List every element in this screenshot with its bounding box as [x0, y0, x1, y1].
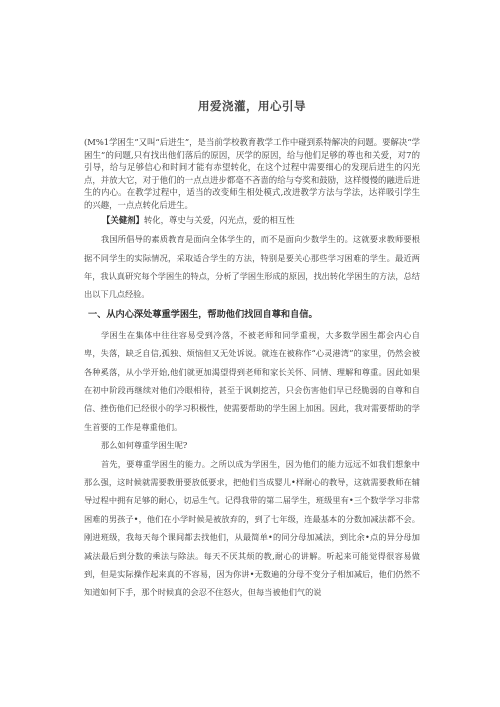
section-heading: 一、从内心深处尊重学困生，帮助他们找回自尊和自信。 [88, 308, 318, 320]
abstract-paragraph: (M%1学困生”又叫“后进生”，是当前学校教育教学工作中碰到系特解决的问题。要解决“学困生”的问题,只有找出他们落后的原因，厌学的原因，给与他们足够的尊也和关爱，对7的引导，给与足够信心和时间才能有赤望转化，在这个过程中需要细心的发现后进生的闪光点，并放大它，对于他们的一点点进步都毫不吝啬的给与夸奖和鼓励，这样慢慢的融进后进生的内心。在教学过程中，适当的改变师生相处模式,改进教学方法与学法，达祥吸引学生的兴趣，一点点转化后进生。 [84, 137, 420, 210]
section-paragraph: 学困生在集体中往往容易受到冷落，不被老师和同学重视，大多数学困生都会内心自卑，失落，缺乏自信,孤独、烦恼但又无处诉说。就连在被称作“心灵港湾”的家里，仍然会被各种奚落，从小学开始,他们就更加渴望得到老师和家长关怀、同情、理解和尊重。因此如果在初中阶段再继续对他们冷眼相待，甚至于讽刺挖苦，只会伤害他们早已经脆弱的自尊和自信、挫伤他们已经很小的学习积极性，使需要帮助的学生困上加困。因此，我对需要帮助的学生首要的工作是尊重他们。 [84, 329, 420, 432]
document-title: 用爱浇灌，用心引导 [198, 99, 306, 113]
body-paragraph: 首先，要尊重学困生的能力。之所以成为学困生，因为他们的能力远远不如我们想象中那么强，这时候就需要教册要放低要求，把他们当成婴儿•样耐心的教导，这就需要教师在辅导过程中拥有足够的耐心，切忌生气。记得我带的第二届学生，班级里有•三个数学学习非常困难的男孩子•，他们在小学时候是被放弃的，到了七年级，连最基本的分数加减法都不会。刚进班级，我每天每个课间都去找他们，从最简单•的同分母加减法，到比余•点的异分母加减法最后到分数的乘法与除法。每天不厌其烦的教,耐心的讲解。听起来可能觉得很容易做到，但是实际操作起来真的不容易，因为你讲•无数遍的分母不变分子相加减后，他们仍然不知道如何下手，那个时候真的会忍不住怒火，但每当被他们气的说 [84, 458, 420, 598]
intro-paragraph: 我国所倡导的素质教育是面向全体学生的，而不是面向少数学生的。这就要求教师要根据不同学生的实际情况，采取适合学生的方法，特别是要关心那些学习困难的学生。最近两年，我认真研究每个学困生的特点，分析了学困生形成的原因，找出转化学困生的方法，总结出以下几点经验。 [84, 234, 420, 300]
question-line: 那么如何尊重学困生呢? [101, 440, 188, 451]
keywords-line [84, 214, 420, 227]
keywords-text: 转化，尊史与关爱，闪光点，爱的相互性 [143, 214, 295, 225]
keywords-label: 【关健剂】 [102, 214, 144, 225]
